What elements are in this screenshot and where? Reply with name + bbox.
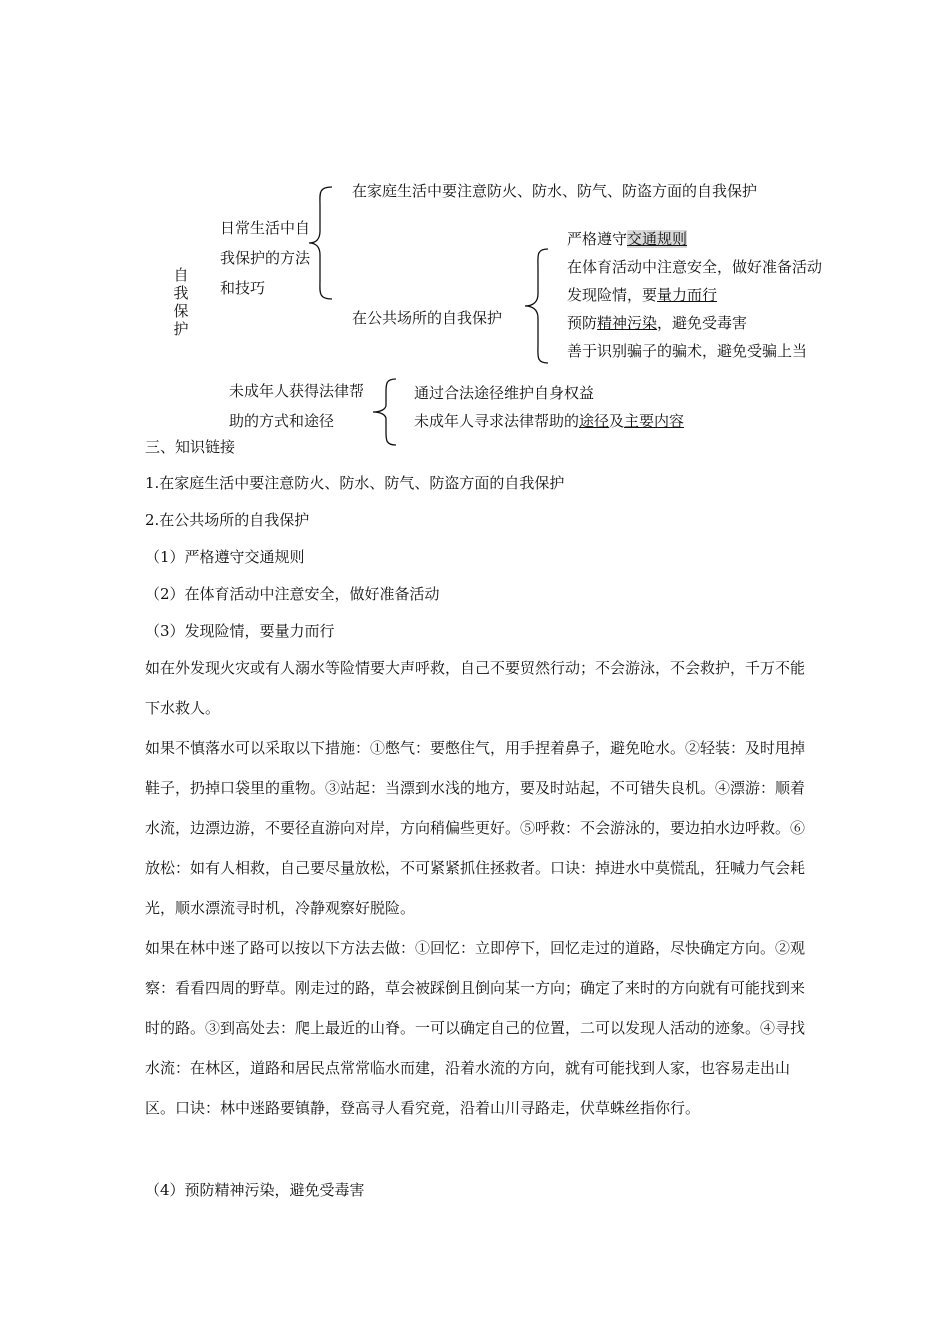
public-item-traffic [567, 229, 687, 249]
public-protection-label: 在公共场所的自我保护 [352, 309, 503, 327]
home-protection-item: 在家庭生活中要注意防火、防水、防气、防盗方面的自我保护 [352, 182, 758, 200]
spiritual-pollution-underline: 精神污染 [597, 314, 658, 332]
subline-sports: （2）在体育活动中注意安全，做好准备活动 [145, 585, 440, 603]
paragraph-lost-in-forest [145, 928, 813, 1128]
paragraph-drowning-text: 如果不慎落水可以采取以下措施：①憋气：要憋住气，用手捏着鼻子，避免呛水。②轻装：及时甩掉鞋子，扔掉口袋里的重物。③站起：当漂到水浅的地方，要及时站起，不可错失良机。④漂游：顺着水流，边漂边游，不要径直游向对岸，方向稍偏些更好。⑤呼救：不会游泳的，要边拍水边呼救。⑥放松：如有人相救，自己要尽量放松，不可紧紧抓住拯救者。口诀：掉进水中莫慌乱，狂喊力气会耗光，顺水漂流寻时机，冷静观察好脱险。 [145, 739, 806, 917]
paragraph-drowning [145, 728, 813, 928]
subline-spiritual: （4）预防精神污染，避免受毒害 [145, 1181, 365, 1199]
ways-underline: 途径 [579, 412, 610, 430]
paragraph-lost-in-forest-text: 如果在林中迷了路可以按以下方法去做：①回忆：立即停下，回忆走过的道路，尽快确定方向。②观察：看看四周的野草。刚走过的路，草会被踩倒且倒向某一方向；确定了来时的方向就有可能找到来时的路。③到高处去：爬上最近的山脊。一可以确定自己的位置，二可以发现人活动的迹象。④寻找水流：在林区，道路和居民点常常临水而建，沿着水流的方向，就有可能找到人家，也容易走出山区。口诀：林中迷路要镇静，登高寻人看究竟，沿着山川寻路走，伏草蛛丝指你行。 [145, 939, 806, 1117]
subline-danger: （3）发现险情，要量力而行 [145, 622, 335, 640]
daily-brace [308, 186, 334, 300]
legal-item-lawful: 通过合法途径维护自身权益 [414, 384, 595, 402]
paragraph-rescue-text: 如在外发现火灾或有人溺水等险情要大声呼救，自己不要贸然行动；不会游泳，不会救护，千万不能下水救人。 [145, 659, 806, 717]
legal-item-ways-pre: 未成年人寻求法律帮助的 [414, 412, 580, 430]
legal-brace [372, 378, 398, 446]
public-item-danger [567, 285, 717, 305]
legal-help-label: 未成年人获得法律帮助的方式和途径 [229, 382, 365, 430]
public-item-spiritual [567, 313, 747, 333]
public-brace [524, 248, 550, 364]
public-item-traffic-text: 严格遵守 [567, 230, 628, 248]
public-item-spiritual-post: ，避免受毒害 [657, 314, 748, 332]
line-public-protection: 2.在公共场所的自我保护 [145, 511, 310, 529]
traffic-rules-highlight: 交通规则 [627, 230, 688, 248]
daily-protection-label: 日常生活中自我保护的方法和技巧 [220, 219, 311, 297]
subline-traffic: （1）严格遵守交通规则 [145, 548, 305, 566]
public-item-sports: 在体育活动中注意安全，做好准备活动 [567, 258, 823, 276]
diagram-root-label: 自我保护 [173, 266, 189, 338]
section-heading: 三、知识链接 [145, 438, 236, 456]
line-home-protection: 1.在家庭生活中要注意防火、防水、防气、防盗方面的自我保护 [145, 474, 565, 492]
public-item-danger-text: 发现险情，要 [567, 286, 658, 304]
public-item-spiritual-pre: 预防 [567, 314, 598, 332]
act-within-means-underline: 量力而行 [657, 286, 718, 304]
legal-item-ways-mid: 及 [609, 412, 625, 430]
paragraph-rescue [145, 648, 813, 728]
main-content-underline: 主要内容 [624, 412, 685, 430]
legal-item-ways [414, 411, 684, 431]
public-item-fraud: 善于识别骗子的骗术，避免受骗上当 [567, 342, 808, 360]
